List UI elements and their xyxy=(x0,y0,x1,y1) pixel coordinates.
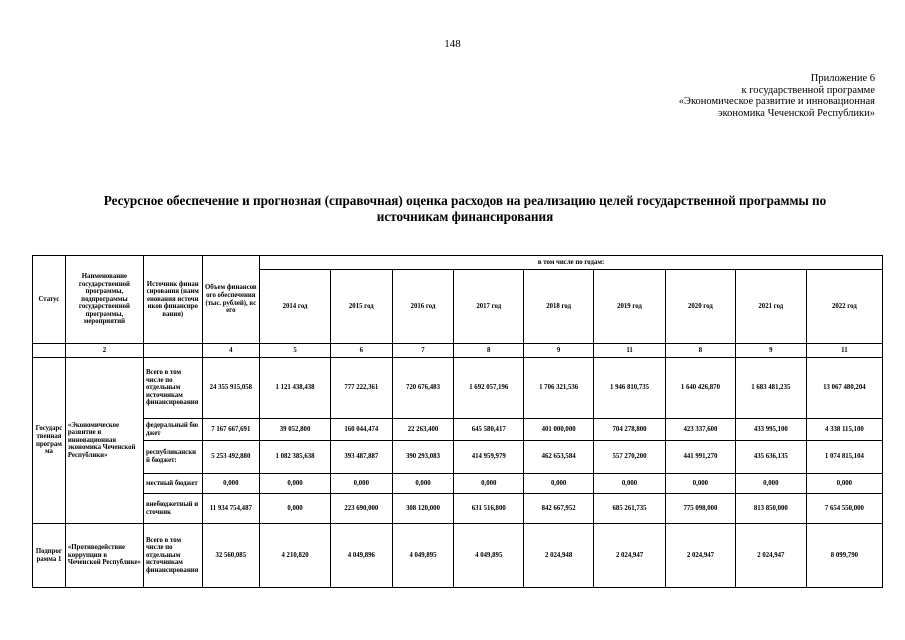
value-cell: 0,000 xyxy=(260,474,331,494)
header-by-year: в том числе по годам: xyxy=(260,256,883,270)
total-cell: 5 253 492,880 xyxy=(202,441,260,474)
value-cell: 704 278,800 xyxy=(594,419,666,441)
value-cell: 2 024,947 xyxy=(735,524,806,588)
source-cell: республиканский бюджет: xyxy=(143,441,202,474)
title-line: Ресурсное обеспечение и прогнозная (справочная) оценка расходов на реализацию целей государственной программы по xyxy=(103,193,827,208)
appendix-note xyxy=(575,73,875,119)
header-name: Наименование государственной программы, подпрограммы государственной программы, мероприятий xyxy=(65,256,143,344)
page-number: 148 xyxy=(444,38,461,50)
index-cell: 2 xyxy=(65,344,143,358)
header-year: 2016 год xyxy=(392,270,454,344)
program-name-cell: «Экономическое развитие и инновационная экономика Чеченской Республики» xyxy=(65,358,143,524)
table-row xyxy=(33,524,883,588)
value-cell: 160 044,474 xyxy=(331,419,393,441)
value-cell: 4 210,820 xyxy=(260,524,331,588)
table-row xyxy=(33,474,883,494)
value-cell: 13 067 480,204 xyxy=(806,358,882,419)
value-cell: 777 222,361 xyxy=(331,358,393,419)
value-cell: 223 690,000 xyxy=(331,494,393,524)
value-cell: 775 098,000 xyxy=(666,494,736,524)
header-year: 2020 год xyxy=(666,270,736,344)
header-year: 2018 год xyxy=(524,270,594,344)
value-cell: 1 706 321,536 xyxy=(524,358,594,419)
table-row xyxy=(33,358,883,419)
value-cell: 2 024,947 xyxy=(666,524,736,588)
value-cell: 4 049,896 xyxy=(331,524,393,588)
index-cell: 6 xyxy=(331,344,393,358)
status-cell: Государственная программа xyxy=(33,358,66,524)
source-cell: внебюджетный источник xyxy=(143,494,202,524)
table-row xyxy=(33,441,883,474)
total-cell: 11 934 754,487 xyxy=(202,494,260,524)
header-total: Объем финансового обеспечения (тыс. рублей), всего xyxy=(202,256,260,344)
index-cell: 5 xyxy=(260,344,331,358)
table-row xyxy=(33,419,883,441)
value-cell: 631 516,800 xyxy=(454,494,524,524)
value-cell: 4 338 115,100 xyxy=(806,419,882,441)
index-cell: 11 xyxy=(594,344,666,358)
appendix-line: к государственной программе xyxy=(741,84,875,96)
program-name-cell: «Противодействие коррупции в Чеченской Республике» xyxy=(65,524,143,588)
value-cell: 0,000 xyxy=(806,474,882,494)
value-cell: 0,000 xyxy=(454,474,524,494)
value-cell: 0,000 xyxy=(524,474,594,494)
source-cell: местный бюджет xyxy=(143,474,202,494)
value-cell: 22 263,400 xyxy=(392,419,454,441)
value-cell: 1 692 057,196 xyxy=(454,358,524,419)
value-cell: 390 293,083 xyxy=(392,441,454,474)
value-cell: 39 052,800 xyxy=(260,419,331,441)
value-cell: 1 082 385,638 xyxy=(260,441,331,474)
value-cell: 4 049,895 xyxy=(392,524,454,588)
value-cell: 0,000 xyxy=(666,474,736,494)
index-cell: 7 xyxy=(392,344,454,358)
value-cell: 1 640 426,870 xyxy=(666,358,736,419)
index-cell: 8 xyxy=(454,344,524,358)
header-year: 2021 год xyxy=(735,270,806,344)
appendix-line: Приложение 6 xyxy=(810,73,875,84)
value-cell: 4 049,895 xyxy=(454,524,524,588)
value-cell: 1 121 438,438 xyxy=(260,358,331,419)
index-cell: 8 xyxy=(666,344,736,358)
header-year: 2014 год xyxy=(260,270,331,344)
appendix-line: «Экономическое развитие и инновационная xyxy=(678,96,875,107)
index-cell: 9 xyxy=(524,344,594,358)
value-cell: 435 636,135 xyxy=(735,441,806,474)
value-cell: 308 120,000 xyxy=(392,494,454,524)
source-cell: Всего в том числе по отдельным источникам финансирования xyxy=(143,358,202,419)
budget-table xyxy=(32,255,883,588)
index-cell: 4 xyxy=(202,344,260,358)
value-cell: 423 337,600 xyxy=(666,419,736,441)
total-cell: 7 167 667,691 xyxy=(202,419,260,441)
appendix-line: экономика Чеченской Республики» xyxy=(718,107,875,119)
total-cell: 0,000 xyxy=(202,474,260,494)
table-row xyxy=(33,494,883,524)
value-cell: 720 676,483 xyxy=(392,358,454,419)
status-cell: Подпрограмма 1 xyxy=(33,524,66,588)
value-cell: 7 654 550,000 xyxy=(806,494,882,524)
value-cell: 0,000 xyxy=(331,474,393,494)
value-cell: 1 683 481,235 xyxy=(735,358,806,419)
value-cell: 0,000 xyxy=(392,474,454,494)
value-cell: 0,000 xyxy=(594,474,666,494)
value-cell: 0,000 xyxy=(260,494,331,524)
value-cell: 645 580,417 xyxy=(454,419,524,441)
document-title xyxy=(40,193,890,224)
index-cell xyxy=(33,344,66,358)
index-cell: 11 xyxy=(806,344,882,358)
value-cell: 433 995,100 xyxy=(735,419,806,441)
value-cell: 441 991,270 xyxy=(666,441,736,474)
total-cell: 32 560,085 xyxy=(202,524,260,588)
value-cell: 1 074 815,104 xyxy=(806,441,882,474)
header-year: 2017 год xyxy=(454,270,524,344)
header-year: 2015 год xyxy=(331,270,393,344)
value-cell: 842 667,952 xyxy=(524,494,594,524)
header-year: 2019 год xyxy=(594,270,666,344)
header-status: Статус xyxy=(33,256,66,344)
source-cell: Всего в том числе по отдельным источникам финансирования xyxy=(143,524,202,588)
total-cell: 24 355 915,058 xyxy=(202,358,260,419)
value-cell: 393 487,887 xyxy=(331,441,393,474)
value-cell: 414 959,979 xyxy=(454,441,524,474)
value-cell: 0,000 xyxy=(735,474,806,494)
source-cell: федеральный бюджет xyxy=(143,419,202,441)
value-cell: 2 024,947 xyxy=(594,524,666,588)
header-source: Источник финансирования (наименования источников финансирования) xyxy=(143,256,202,344)
value-cell: 557 270,200 xyxy=(594,441,666,474)
value-cell: 401 000,000 xyxy=(524,419,594,441)
index-cell: 9 xyxy=(735,344,806,358)
value-cell: 2 024,948 xyxy=(524,524,594,588)
value-cell: 462 653,584 xyxy=(524,441,594,474)
title-line: источникам финансирования xyxy=(376,208,554,224)
value-cell: 1 946 810,735 xyxy=(594,358,666,419)
index-cell xyxy=(143,344,202,358)
header-year: 2022 год xyxy=(806,270,882,344)
value-cell: 8 099,790 xyxy=(806,524,882,588)
value-cell: 813 850,000 xyxy=(735,494,806,524)
value-cell: 685 261,735 xyxy=(594,494,666,524)
